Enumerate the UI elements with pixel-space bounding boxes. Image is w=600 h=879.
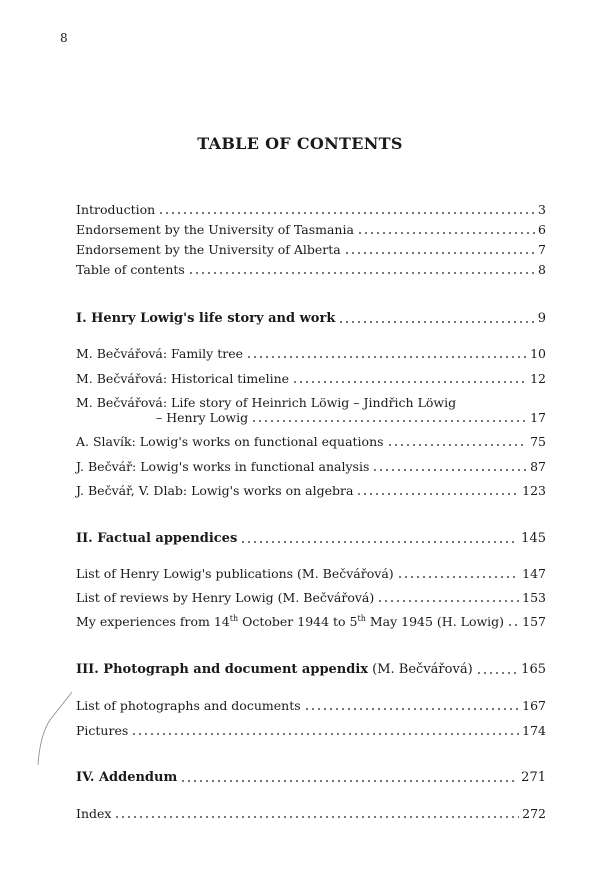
entry-label: List of Henry Lowig's publications (M. Bečvářová) <box>76 566 394 581</box>
entry-label: Index <box>76 806 112 821</box>
entry-page: 167 <box>522 698 546 713</box>
toc-entry <box>76 242 546 258</box>
dot-leader <box>372 462 527 472</box>
text-part: October 1944 to 5 <box>238 614 358 629</box>
dot-leader <box>251 413 527 423</box>
entry-page: 7 <box>538 242 546 257</box>
entry-label: Endorsement by the University of Tasmania <box>76 222 354 237</box>
entry-page: 87 <box>530 459 546 474</box>
section-page: 271 <box>521 770 546 785</box>
superscript: th <box>229 613 239 623</box>
entry-page: 12 <box>530 371 546 386</box>
entry-label: List of photographs and documents <box>76 698 301 713</box>
dot-leader <box>507 617 519 627</box>
entry-label: M. Bečvářová: Life story of Heinrich Löwig – Jindřich Löwig <box>76 395 457 410</box>
text-part: May 1945 (H. Lowig) <box>365 614 505 629</box>
entry-page: 3 <box>538 202 546 217</box>
entry-label: Pictures <box>76 723 129 738</box>
entry-page: 123 <box>522 483 546 498</box>
dot-leader <box>131 726 519 736</box>
toc-entry <box>76 483 546 499</box>
page-number: 8 <box>60 31 68 45</box>
entry-page: 10 <box>530 346 546 361</box>
dot-leader <box>292 374 527 384</box>
section-label: II. Factual appendices <box>76 531 238 546</box>
dot-leader <box>158 205 535 215</box>
toc-entry <box>76 346 546 362</box>
toc-entry <box>76 459 546 475</box>
entry-label: List of reviews by Henry Lowig (M. Bečvářová) <box>76 590 375 605</box>
section-page: 165 <box>521 662 546 677</box>
dot-leader <box>188 265 535 275</box>
section-author: (M. Bečvářová) <box>368 662 473 677</box>
section-heading <box>76 311 546 327</box>
dot-leader <box>180 773 518 783</box>
section-label: IV. Addendum <box>76 770 178 785</box>
dot-leader <box>476 665 519 675</box>
text-part: My experiences from 14 <box>76 614 230 629</box>
section-heading <box>76 662 546 678</box>
toc-entry <box>76 222 546 238</box>
dot-leader <box>304 701 520 711</box>
dot-leader <box>387 437 528 447</box>
toc-entry <box>76 723 546 739</box>
entry-label: J. Bečvář, V. Dlab: Lowig's works on algebra <box>76 483 354 498</box>
section-heading <box>76 770 546 786</box>
entry-page: 153 <box>522 590 546 605</box>
dot-leader <box>344 245 535 255</box>
entry-label <box>76 614 504 630</box>
section-label <box>76 662 473 678</box>
toc-entry <box>76 371 546 387</box>
dot-leader <box>357 225 535 235</box>
toc-entry <box>76 590 546 606</box>
entry-label: Introduction <box>76 202 156 217</box>
pen-mark <box>28 690 78 780</box>
entry-label: J. Bečvář: Lowig's works in functional analysis <box>76 459 370 474</box>
dot-leader <box>397 569 519 579</box>
dot-leader <box>114 809 519 819</box>
dot-leader <box>377 593 519 603</box>
entry-page: 174 <box>522 723 546 738</box>
dot-leader <box>356 486 519 496</box>
entry-page: 8 <box>538 262 546 277</box>
entry-page: 6 <box>538 222 546 237</box>
entry-page: 272 <box>522 806 546 821</box>
toc-entry <box>76 806 546 822</box>
dot-leader <box>240 534 518 544</box>
section-page: 9 <box>537 311 546 326</box>
toc-entry <box>76 614 546 630</box>
section-heading <box>76 531 546 547</box>
toc-entry <box>76 434 546 450</box>
dot-leader <box>338 314 534 324</box>
section-title: III. Photograph and document appendix <box>76 662 369 677</box>
toc-entry <box>76 698 546 714</box>
toc-entry <box>156 410 546 426</box>
superscript: th <box>357 613 366 623</box>
entry-label: M. Bečvářová: Family tree <box>76 346 243 361</box>
dot-leader <box>246 349 527 359</box>
entry-page: 147 <box>522 566 546 581</box>
section-label: I. Henry Lowig's life story and work <box>76 311 336 326</box>
entry-page: 157 <box>522 614 546 629</box>
entry-page: 75 <box>530 434 546 449</box>
entry-label: A. Slavík: Lowig's works on functional equations <box>76 434 384 449</box>
section-page: 145 <box>521 531 546 546</box>
entry-page: 17 <box>530 410 546 425</box>
entry-label: Table of contents <box>76 262 185 277</box>
toc-entry <box>76 202 546 218</box>
entry-label-continued: – Henry Lowig <box>156 410 249 425</box>
entry-label: Endorsement by the University of Alberta <box>76 242 341 257</box>
toc-entry <box>76 262 546 278</box>
entry-label: M. Bečvářová: Historical timeline <box>76 371 290 386</box>
toc-entry <box>76 566 546 582</box>
page-title: TABLE OF CONTENTS <box>197 134 403 153</box>
